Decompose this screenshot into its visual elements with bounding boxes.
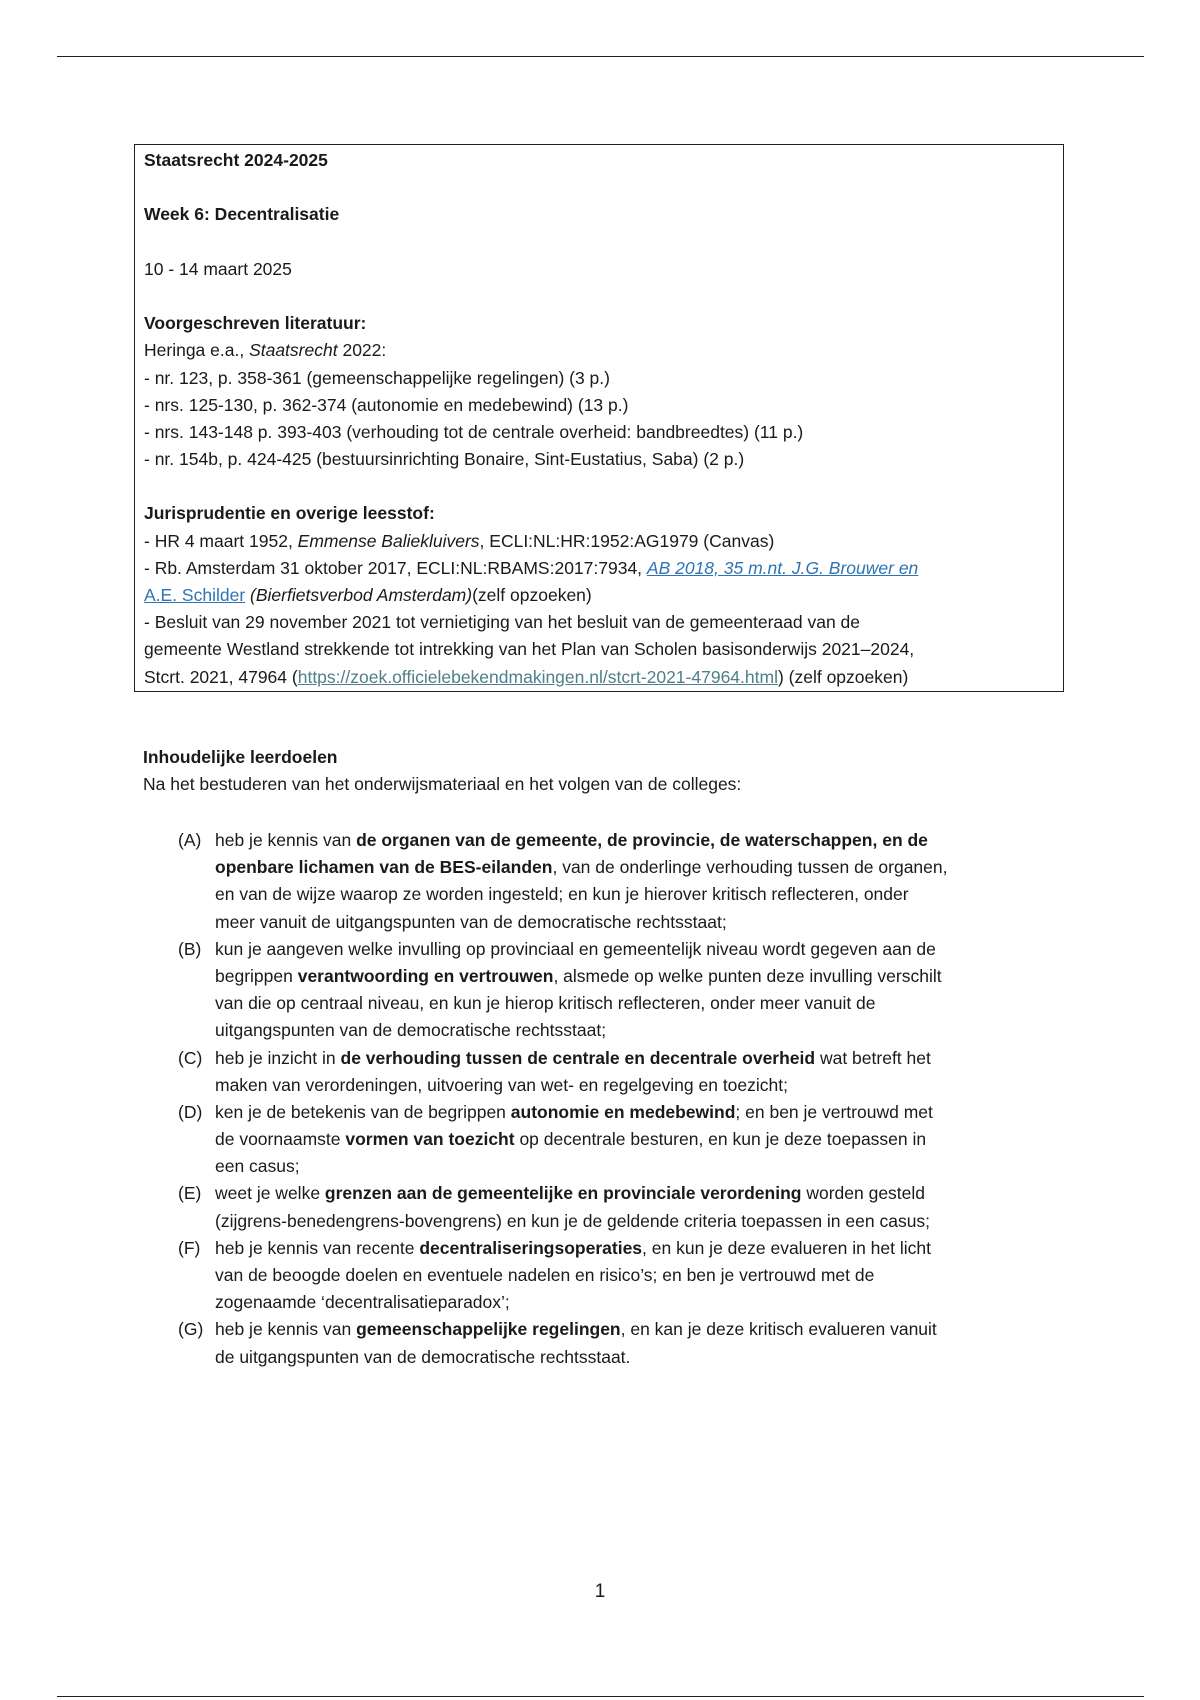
learning-goal-keyword: decentraliseringsoperaties (419, 1237, 643, 1258)
learning-goal-marker: (G) (178, 1319, 204, 1340)
learning-goal-text: van de beoogde doelen en eventuele nadelen en risico’s; en ben je vertrouwd met de (215, 1265, 875, 1285)
learning-goal-text: ; en ben je vertrouwd met (735, 1101, 933, 1122)
learning-goal-line (215, 909, 1078, 936)
learning-goal-text: (zijgrens-benedengrens-bovengrens) en kun je de geldende criteria toepassen in een casus; (215, 1210, 931, 1231)
learning-goal-text: , en kun je deze evalueren in het licht (642, 1237, 931, 1258)
learning-goal-text: maken van verordeningen, uitvoering van wet- en regelgeving en toezicht; (215, 1074, 788, 1095)
learning-goal-item (178, 1099, 1078, 1181)
learning-goal-marker: (F) (178, 1237, 201, 1258)
learning-goal-line (215, 1289, 1078, 1316)
ab-annotation-link-cont[interactable]: A.E. Schilder (144, 585, 246, 605)
learning-goal-text: heb je kennis van (215, 830, 357, 850)
literature-item: - nr. 154b, p. 424-425 (bestuursinrichting Bonaire, Sint-Eustatius, Saba) (2 p.) (144, 449, 745, 470)
learning-goal-line (215, 827, 1078, 854)
learning-goal-item (178, 1316, 1078, 1370)
learning-goal-keyword: vormen van toezicht (345, 1129, 515, 1150)
learning-goal-text: begrippen (215, 965, 298, 986)
learning-goal-line (215, 854, 1078, 881)
learning-goal-item (178, 1045, 1078, 1099)
learning-goal-line (215, 1208, 1078, 1235)
literature-heading: Voorgeschreven literatuur: (144, 313, 367, 334)
learning-goal-line (215, 963, 1078, 990)
learning-goal-text: , van de onderlinge verhouding tussen de organen, (552, 857, 948, 878)
learning-goal-line (215, 1262, 1078, 1289)
footer-rule (57, 1696, 1144, 1697)
learning-goal-item (178, 1180, 1078, 1234)
learning-goal-line (215, 1072, 1078, 1099)
learning-goal-marker: (C) (178, 1047, 203, 1068)
learning-goal-text: , en kan je deze kritisch evalueren vanuit (620, 1319, 937, 1340)
week-title: Week 6: Decentralisatie (144, 204, 340, 225)
course-info-box (134, 144, 1064, 692)
learning-goal-text: de voornaamste (215, 1129, 346, 1150)
learning-goal-line (215, 1316, 1078, 1343)
jurisprudence-item-bierfiets: - Rb. Amsterdam 31 oktober 2017, ECLI:NL:RBAMS:2017:7934, AB 2018, 35 m.nt. J.G. Brouwer en (144, 557, 919, 578)
learning-goal-marker: (A) (178, 830, 202, 850)
learning-goal-line (215, 1235, 1078, 1262)
learning-goal-line (215, 1017, 1078, 1044)
learning-goals-section (143, 744, 1063, 798)
learning-goal-keyword: openbare lichamen van de BES-eilanden (215, 857, 553, 878)
learning-goal-item (178, 936, 1078, 1045)
learning-goal-text: en van de wijze waarop ze worden ingesteld; en kun je hierover kritisch reflecteren, onder (215, 884, 909, 905)
jurisprudence-item-bierfiets-cont: A.E. Schilder (Bierfietsverbod Amsterdam)(zelf opzoeken) (144, 585, 592, 605)
literature-source: Heringa e.a., Staatsrecht 2022: (144, 340, 387, 361)
learning-goal-text: een casus; (215, 1156, 300, 1177)
page-number: 1 (594, 1581, 606, 1602)
learning-goal-item (178, 827, 1078, 936)
jurisprudence-item-westland-cont: gemeente Westland strekkende tot intrekking van het Plan van Scholen basisonderwijs 2021–2024, (144, 639, 915, 660)
learning-goal-text: op decentrale besturen, en kun je deze toepassen in (514, 1129, 927, 1150)
learning-goal-text: heb je inzicht in (215, 1047, 341, 1068)
learning-goal-item (178, 1235, 1078, 1317)
learning-goal-keyword: verantwoording en vertrouwen (297, 965, 554, 986)
header-rule (57, 56, 1144, 57)
learning-goal-line (215, 1045, 1078, 1072)
learning-goal-text: kun je aangeven welke invulling op provinciaal en gemeentelijk niveau wordt gegeven aan de (215, 938, 936, 959)
learning-goal-text: wat betreft het (815, 1047, 931, 1068)
learning-goal-text: uitgangspunten van de democratische rechtsstaat; (215, 1020, 607, 1041)
learning-goal-text: worden gesteld (801, 1183, 926, 1204)
learning-goal-keyword: gemeenschappelijke regelingen (356, 1319, 621, 1340)
jurisprudence-heading: Jurisprudentie en overige leesstof: (144, 503, 435, 524)
learning-goal-marker: (B) (178, 938, 202, 959)
learning-goal-keyword: de organen van de gemeente, de provincie, de waterschappen, en de (356, 830, 928, 850)
literature-item: - nrs. 125-130, p. 362-374 (autonomie en medebewind) (13 p.) (144, 394, 629, 415)
learning-goals-intro: Na het bestuderen van het onderwijsmateriaal en het volgen van de colleges: (143, 774, 742, 795)
learning-goal-keyword: autonomie en medebewind (510, 1101, 736, 1122)
learning-goal-marker: (D) (178, 1101, 203, 1122)
learning-goal-text: heb je kennis van (215, 1319, 357, 1340)
learning-goal-marker: (E) (178, 1183, 202, 1204)
week-dates: 10 - 14 maart 2025 (144, 258, 292, 279)
learning-goal-line (215, 881, 1078, 908)
learning-goal-line (215, 1126, 1078, 1153)
learning-goal-line (215, 1099, 1078, 1126)
learning-goal-text: meer vanuit de uitgangspunten van de democratische rechtsstaat; (215, 911, 727, 932)
learning-goal-text: zogenaamde ‘decentralisatieparadox’; (215, 1292, 510, 1313)
literature-item: - nr. 123, p. 358-361 (gemeenschappelijke regelingen) (3 p.) (144, 367, 610, 388)
learning-goal-line (215, 1153, 1078, 1180)
learning-goal-line (215, 990, 1078, 1017)
learning-goal-keyword: grenzen aan de gemeentelijke en provinciale verordening (324, 1183, 802, 1204)
ab-annotation-link[interactable]: AB 2018, 35 m.nt. J.G. Brouwer en (646, 557, 919, 578)
jurisprudence-item-westland: - Besluit van 29 november 2021 tot vernietiging van het besluit van de gemeenteraad van de (144, 612, 861, 633)
learning-goal-keyword: de verhouding tussen de centrale en decentrale overheid (340, 1047, 816, 1068)
learning-goal-line (215, 1180, 1078, 1207)
learning-goal-text: heb je kennis van recente (215, 1237, 420, 1258)
learning-goal-text: weet je welke (215, 1183, 325, 1204)
learning-goal-text: , alsmede op welke punten deze invulling verschilt (553, 965, 942, 986)
learning-goal-text: ken je de betekenis van de begrippen (215, 1101, 511, 1122)
learning-goals-heading: Inhoudelijke leerdoelen (143, 747, 338, 767)
learning-goal-line (215, 1344, 1078, 1371)
learning-goal-text: van die op centraal niveau, en kun je hierop kritisch reflecteren, onder meer vanuit de (215, 993, 876, 1014)
literature-item: - nrs. 143-148 p. 393-403 (verhouding tot de centrale overheid: bandbreedtes) (11 p.) (144, 421, 804, 442)
jurisprudence-item-emmense: - HR 4 maart 1952, Emmense Baliekluivers, ECLI:NL:HR:1952:AG1979 (Canvas) (144, 530, 775, 551)
course-title: Staatsrecht 2024-2025 (144, 150, 328, 170)
staatscourant-link[interactable]: https://zoek.officielebekendmakingen.nl/stcrt-2021-47964.html (297, 666, 778, 687)
learning-goal-line (215, 936, 1078, 963)
learning-goals-list (178, 827, 1078, 1371)
learning-goal-text: de uitgangspunten van de democratische rechtsstaat. (215, 1346, 631, 1367)
jurisprudence-item-westland-ref: Stcrt. 2021, 47964 (https://zoek.officielebekendmakingen.nl/stcrt-2021-47964.html) (zelf opzoeken) (144, 666, 909, 687)
